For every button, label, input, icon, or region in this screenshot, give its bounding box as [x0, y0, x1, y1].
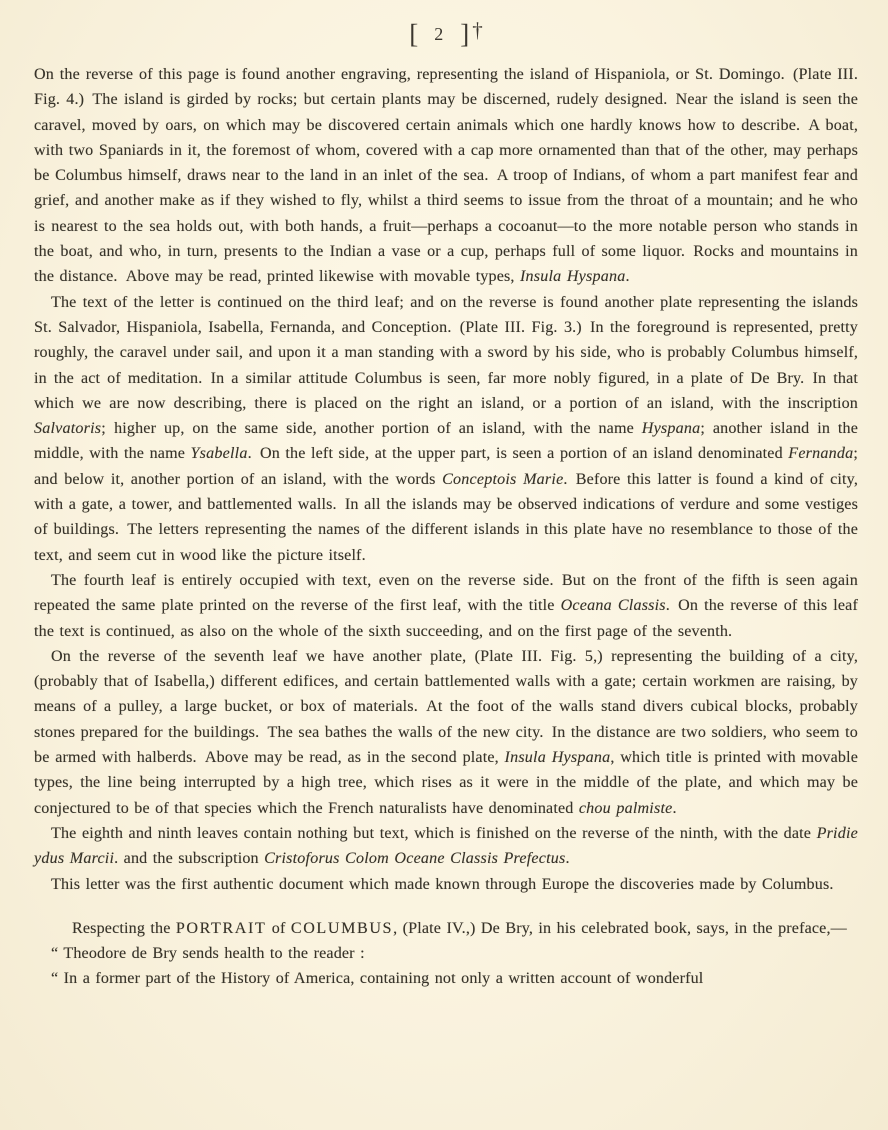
text-segment: , which title is printed with movable types, the line being interrupted by a high tree, which rises as it were in the middle of the plate, and which may be conjectured to be of that species which the French naturalists have denominated: [34, 749, 859, 817]
text-segment-italic: Fernanda: [788, 445, 854, 463]
text-segment: .: [672, 799, 677, 817]
paragraph: [34, 568, 858, 644]
text-segment: The eighth and ninth leaves contain nothing but text, which is finished on the reverse of the ninth, with the date: [51, 824, 817, 842]
text-segment: . On the left side, at the upper part, is seen a portion of an island denominated: [247, 445, 789, 463]
text-segment-italic: Oceana Classis: [560, 597, 666, 615]
text-segment-italic: chou palmiste: [578, 799, 673, 817]
paragraph: [34, 821, 858, 872]
paragraph: [34, 966, 858, 991]
text-segment-italic: Cristoforus Colom Oceane Classis Prefectus: [264, 850, 566, 868]
text-segment-italic: Hyspana: [641, 420, 701, 438]
text-segment: . On the reverse of this leaf the text is continued, as also on the whole of the sixth succeeding, and on the first page of the seventh.: [34, 597, 858, 640]
text-segment: . and the subscription: [114, 850, 265, 868]
paragraph: [34, 644, 858, 821]
text-segment: ; and below it, another portion of an island, with the words: [34, 445, 858, 488]
text-segment: of: [266, 919, 291, 937]
dagger-mark: †: [472, 18, 483, 42]
bracket-open: [: [409, 19, 419, 49]
page-body: [34, 62, 858, 992]
paragraph: [34, 290, 858, 568]
paragraph: [34, 941, 858, 966]
bracket-close: ]: [460, 19, 470, 49]
text-segment: .: [625, 268, 630, 286]
text-segment: .: [565, 850, 570, 868]
page-header: [34, 12, 858, 48]
text-segment: ; another island in the middle, with the name: [34, 420, 858, 463]
text-segment-italic: Ysabella: [190, 445, 248, 463]
text-segment-caps: PORTRAIT: [175, 919, 267, 937]
text-segment: On the reverse of the seventh leaf we have another plate, (Plate III. Fig. 5,) representing the building of a city, (probably that of Isabella,) different edifices, and certain battlemented walls with a gate; certain workmen are raising, by means of a pulley, a large bucket, or box of materials. At the foot of the walls stand divers cubical blocks, probably stones prepared for the buildings. The sea bathes the walls of the new city. In the distance are two soldiers, who seem to be armed with halberds. Above may be read, as in the second plate,: [34, 647, 858, 767]
text-segment: The fourth leaf is entirely occupied with text, even on the reverse side. But on the front of the fifth is seen again repeated the same plate printed on the reverse of the first leaf, with the title: [34, 571, 858, 615]
text-segment-caps: COLUMBUS: [290, 919, 394, 937]
text-segment-italic: Insula Hyspana: [519, 268, 626, 286]
paragraph: [34, 916, 858, 941]
text-segment: , (Plate IV.,) De Bry, in his celebrated book, says, in the preface,—: [393, 919, 847, 937]
text-segment-italic: Salvatoris: [34, 420, 102, 438]
text-segment-italic: Pridie ydus Marcii: [34, 824, 858, 868]
text-segment-italic: Conceptois Marie: [442, 470, 564, 488]
paragraph: [34, 872, 858, 897]
text-segment: Respecting the: [72, 919, 176, 937]
text-segment: ; higher up, on the same side, another portion of an island, with the name: [101, 420, 642, 438]
text-segment: “ Theodore de Bry sends health to the reader :: [51, 945, 365, 963]
text-segment: On the reverse of this page is found another engraving, representing the island of Hispaniola, or St. Domingo. (Plate III. Fig. 4.) The island is girded by rocks; but certain plants may be discerned, rudely designed. Near the island is seen the caravel, moved by oars, on which may be discovered certain animals which one hardly knows how to describe. A boat, with two Spaniards in it, the foremost of whom, covered with a cap more ornamented than that of the other, may perhaps be Columbus himself, draws near to the land in an inlet of the sea. A troop of Indians, of whom a part manifest fear and grief, and another make as if they wished to fly, whilst a third seems to issue from the throat of a mountain; and he who is nearest to the sea holds out, with both hands, a fruit—perhaps a cocoanut—to the more notable person who stands in the boat, and who, in turn, presents to the Indian a vase or a cup, perhaps full of some liquor. Rocks and mountains in the distance. Above may be read, printed likewise with movable types,: [34, 66, 858, 286]
text-segment: . Before this latter is found a kind of city, with a gate, a tower, and battlemented walls. In all the islands may be observed indications of verdure and some vestiges of buildings. The letters representing the names of the different islands in this plate have no resemblance to those of the text, and seem cut in wood like the picture itself.: [34, 470, 859, 564]
paragraph: [34, 62, 858, 290]
text-segment: “ In a former part of the History of America, containing not only a written account of wonderful: [51, 970, 704, 988]
text-segment: This letter was the first authentic document which made known through Europe the discoveries made by Columbus.: [51, 875, 834, 893]
page-number: 2: [434, 24, 445, 44]
text-segment-italic: Insula Hyspana: [504, 749, 611, 767]
text-segment: The text of the letter is continued on the third leaf; and on the reverse is found another plate representing the islands St. Salvador, Hispaniola, Isabella, Fernanda, and Conception. (Plate III. Fig. 3.) In the foreground is represented, pretty roughly, the caravel under sail, and upon it a man standing with a sword by his side, who is probably Columbus himself, in the act of meditation. In a similar attitude Columbus is seen, far more nobly figured, in a plate of De Bry. In that which we are now describing, there is placed on the right an island, or a portion of an island, with the inscription: [34, 293, 858, 412]
